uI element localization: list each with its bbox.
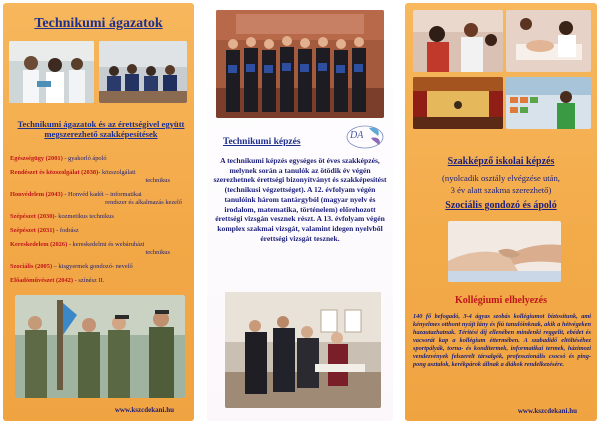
spec-name: Előadóművészet (2042)	[10, 277, 74, 284]
spec-name: Kereskedelem (2026)	[10, 241, 68, 248]
spec-desc: - közszolgálati	[98, 169, 136, 176]
left-panel	[3, 3, 194, 421]
spec-name: Szépészet (2031)	[10, 227, 55, 234]
spec-item	[10, 263, 190, 271]
spec-cont: rendszer és alkalmazás kezelő	[105, 199, 182, 206]
spec-item	[10, 169, 190, 177]
spec-item	[10, 227, 190, 235]
website-url[interactable]: www.kszcdekani.hu	[114, 406, 174, 414]
panel3-heading3: Kollégiumi elhelyezés	[455, 295, 547, 306]
spec-name: Rendészet és közszolgálat (2038)	[10, 169, 99, 176]
spec-cont: technikus	[145, 249, 170, 256]
spec-desc: - színész II.	[73, 277, 105, 284]
exam-photo	[225, 292, 381, 408]
spec-item	[10, 155, 190, 163]
website-url[interactable]: www.kszcdekani.hu	[517, 407, 577, 415]
care-hands-photo	[448, 221, 561, 282]
spec-desc: - fodrász	[54, 227, 79, 234]
spec-desc: - kozmetikus technikus	[54, 213, 114, 220]
panel3-subtitle-line1: (nyolcadik osztály elvégzése után,	[442, 173, 560, 183]
spec-item	[10, 191, 190, 199]
spec-desc: – kisgyermek gondozó- nevelő	[52, 263, 133, 270]
spec-desc: - kereskedelmi és webáruházi	[67, 241, 145, 248]
shop-photo	[506, 77, 591, 129]
panel1-section-title: Technikumi ágazatok és az érettségivel együtt megszerezhető szakképesítések	[17, 119, 185, 139]
nurses-photo	[9, 41, 94, 103]
spec-desc: - gyakorló ápoló	[62, 155, 107, 162]
logo-text: DA	[350, 130, 364, 141]
right-panel	[405, 3, 597, 421]
spec-item	[10, 241, 190, 249]
uniform-students-photo	[99, 41, 187, 103]
spec-name: Szociális (2005)	[10, 263, 53, 270]
panel3-body: 140 fő befogadó, 3-4 ágyas szobás kollégiumot biztosítunk, ami kényelmes otthont nyújt lány és fiú tanulóinknak, akik a hétvégeken hazautazhatnak. Térítési díj ellenében mindenki reggelit, ebédet és vacsorát kap a kollégium éttermében. A szabadidő eltöltéséhez sportpályák, torna- és konditermek, informatikai termek, házimozi vendezvények felszerelt társalgók, professzionális csocsó és ping-pong asztalok, kerékpárok állnak a diákok rendelkezésére.	[413, 313, 591, 368]
spec-item	[10, 213, 190, 221]
panel3-heading1: Szakképző iskolai képzés	[447, 156, 555, 167]
panel3-subtitle-line2: 3 év alatt szakma szerezhető)	[450, 185, 552, 195]
panel2-body: A technikumi képzés egységes öt éves szakképzés, melynek során a tanulók az ötödik év végén szerezhetnek érettségi bizonyítványt és szakképesítést (technikusi végzettséget). A 12. évfolyam végén tanulóink három tantárgyból (magyar nyelv és irodalom, matematika, történelem) előrehozott érettségi vizsgán vesznek részt. A 13. évfolyam végén komplex szakmai vizsgát, valamint idegen nyelvből érettségi vizsgát tesznek.	[213, 156, 387, 243]
panel1-title: Technikumi ágazatok	[34, 16, 163, 31]
soldiers-photo	[15, 295, 185, 398]
cosmetics-photo	[506, 10, 591, 72]
middle-panel	[207, 3, 393, 421]
panel2-title: Technikumi képzés	[223, 137, 301, 147]
spec-name: Honvédelem (2043)	[10, 191, 63, 198]
spec-name: Egészségügy (2001)	[10, 155, 63, 162]
spec-item	[10, 277, 190, 285]
hairdresser-photo	[413, 10, 503, 72]
school-logo	[345, 124, 385, 150]
spec-desc: - Honvéd kadét – informatikai	[62, 191, 142, 198]
spec-cont: technikus	[145, 177, 170, 184]
spec-list	[10, 155, 190, 285]
spec-name: Szépészet (2030)	[10, 213, 55, 220]
graduation-photo	[216, 10, 384, 118]
theatre-photo	[413, 77, 503, 129]
panel3-heading2: Szociális gondozó és ápoló	[445, 200, 557, 211]
